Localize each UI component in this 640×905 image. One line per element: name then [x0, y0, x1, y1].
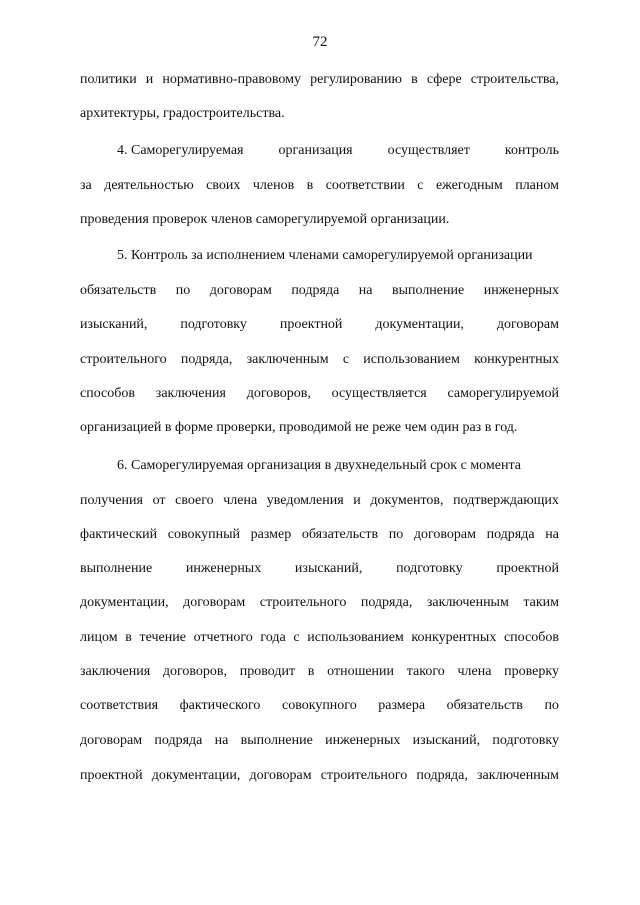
- word: организация: [278, 143, 353, 158]
- word: члена: [457, 664, 492, 679]
- word: документации,: [80, 595, 169, 610]
- text-line: [80, 628, 559, 648]
- word: подряда: [154, 733, 203, 748]
- word: контроль: [504, 143, 559, 158]
- word: и: [145, 72, 154, 87]
- word: договорам: [413, 527, 476, 542]
- word: члена: [223, 493, 258, 508]
- word: строительного: [80, 352, 167, 367]
- word: подряда,: [360, 595, 413, 610]
- text-line: [80, 281, 559, 301]
- text-line: [80, 593, 559, 613]
- word: совокупный: [167, 527, 240, 542]
- word: обязательств: [301, 527, 379, 542]
- word: заключенным: [246, 352, 329, 367]
- word: строительного: [259, 595, 347, 610]
- word: в: [306, 178, 314, 193]
- word: договоров,: [162, 664, 228, 679]
- text-line: проведения проверок членов саморегулируемой организации.: [80, 212, 450, 227]
- word: на: [214, 733, 229, 748]
- word: документов,: [370, 493, 444, 508]
- text-line: архитектуры, градостроительства.: [80, 106, 285, 121]
- word: фактического: [179, 698, 261, 713]
- word: проводит: [239, 664, 296, 679]
- word: подряда,: [180, 352, 233, 367]
- word: членов: [252, 178, 295, 193]
- word: фактический: [80, 527, 158, 542]
- word: уведомления: [266, 493, 344, 508]
- word: подряда,: [416, 768, 468, 783]
- word: способов: [80, 386, 136, 401]
- word: проектной: [279, 317, 343, 332]
- word: подряда: [486, 527, 535, 542]
- word: заключения: [155, 386, 226, 401]
- word: с: [342, 352, 350, 367]
- word: заключенным: [477, 768, 559, 783]
- text-line: организацией в форме проверки, проводимой не реже чем один раз в год.: [80, 420, 518, 435]
- word: договорам: [183, 595, 246, 610]
- word: деятельностью: [104, 178, 194, 193]
- text-line: [80, 350, 559, 370]
- text-line: [80, 525, 559, 545]
- text-line: [80, 696, 559, 716]
- word: с: [293, 630, 300, 645]
- word: осуществляется: [331, 386, 427, 401]
- word: такого: [406, 664, 445, 679]
- word: на: [545, 527, 559, 542]
- word: сфере: [426, 72, 462, 87]
- word: инженерных: [325, 733, 401, 748]
- word: соответствии: [325, 178, 405, 193]
- word: договоров,: [246, 386, 311, 401]
- word: осуществляет: [387, 143, 470, 158]
- word: и: [353, 493, 361, 508]
- word: подготовку: [180, 317, 247, 332]
- word: таким: [523, 595, 559, 610]
- word: выполнение: [240, 733, 313, 748]
- word: использованием: [363, 352, 460, 367]
- word: получения: [80, 493, 143, 508]
- text-line: [80, 766, 559, 786]
- word: совокупного: [281, 698, 357, 713]
- text-line: [80, 731, 559, 751]
- word: с: [417, 178, 424, 193]
- word: изысканий,: [412, 733, 481, 748]
- word: размера: [378, 698, 426, 713]
- word: инженерных: [483, 283, 559, 298]
- word: строительства,: [470, 72, 559, 87]
- word: политики: [80, 72, 137, 87]
- word: по: [388, 527, 404, 542]
- word: подтверждающих: [453, 493, 559, 508]
- word: подряда: [291, 283, 340, 298]
- text-line: [80, 559, 559, 579]
- word: обязательств: [80, 283, 157, 298]
- word: использованием: [307, 630, 404, 645]
- word: планом: [515, 178, 559, 193]
- text-line: 5. Контроль за исполнением членами саморегулируемой организации: [117, 248, 533, 263]
- word: своих: [206, 178, 241, 193]
- word: договорам: [249, 768, 312, 783]
- word: изысканий,: [294, 561, 363, 576]
- word: проектной: [496, 561, 559, 576]
- word: 4. Саморегулируемая: [117, 143, 244, 158]
- word: отчетного: [193, 630, 253, 645]
- word: года: [260, 630, 286, 645]
- text-line: [80, 384, 559, 404]
- word: своего: [175, 493, 214, 508]
- word: в: [125, 630, 132, 645]
- word: проверку: [504, 664, 559, 679]
- text-line: [80, 315, 559, 335]
- word: течение: [139, 630, 186, 645]
- word: способов: [503, 630, 559, 645]
- word: соответствия: [80, 698, 159, 713]
- word: отношении: [327, 664, 395, 679]
- word: выполнение: [80, 561, 153, 576]
- text-line: [80, 491, 559, 511]
- word: обязательств: [446, 698, 523, 713]
- word: от: [152, 493, 166, 508]
- page-number: 72: [312, 34, 328, 50]
- word: нормативно-правовому: [162, 72, 301, 87]
- word: договорам: [80, 733, 143, 748]
- word: документации,: [375, 317, 464, 332]
- word: заключенным: [426, 595, 509, 610]
- word: в: [411, 72, 418, 87]
- word: изысканий,: [80, 317, 148, 332]
- text-line: [80, 662, 559, 682]
- text-line: 6. Саморегулируемая организация в двухнедельный срок с момента: [117, 458, 521, 473]
- word: на: [358, 283, 373, 298]
- word: по: [544, 698, 559, 713]
- word: саморегулируемой: [447, 386, 559, 401]
- word: за: [80, 178, 92, 193]
- word: подготовку: [492, 733, 559, 748]
- word: инженерных: [185, 561, 262, 576]
- word: в: [307, 664, 315, 679]
- word: договорам: [209, 283, 272, 298]
- word: документации,: [151, 768, 241, 783]
- word: заключения: [80, 664, 151, 679]
- text-line: [117, 141, 559, 161]
- word: подготовку: [396, 561, 463, 576]
- word: по: [175, 283, 191, 298]
- word: лицом: [80, 630, 118, 645]
- word: регулированию: [310, 72, 402, 87]
- word: конкурентных: [411, 630, 497, 645]
- word: размер: [250, 527, 292, 542]
- word: выполнение: [392, 283, 465, 298]
- word: строительного: [320, 768, 408, 783]
- word: конкурентных: [474, 352, 559, 367]
- text-line: [80, 70, 559, 90]
- word: ежегодным: [435, 178, 503, 193]
- word: проектной: [80, 768, 143, 783]
- text-line: [80, 176, 559, 196]
- word: договорам: [496, 317, 559, 332]
